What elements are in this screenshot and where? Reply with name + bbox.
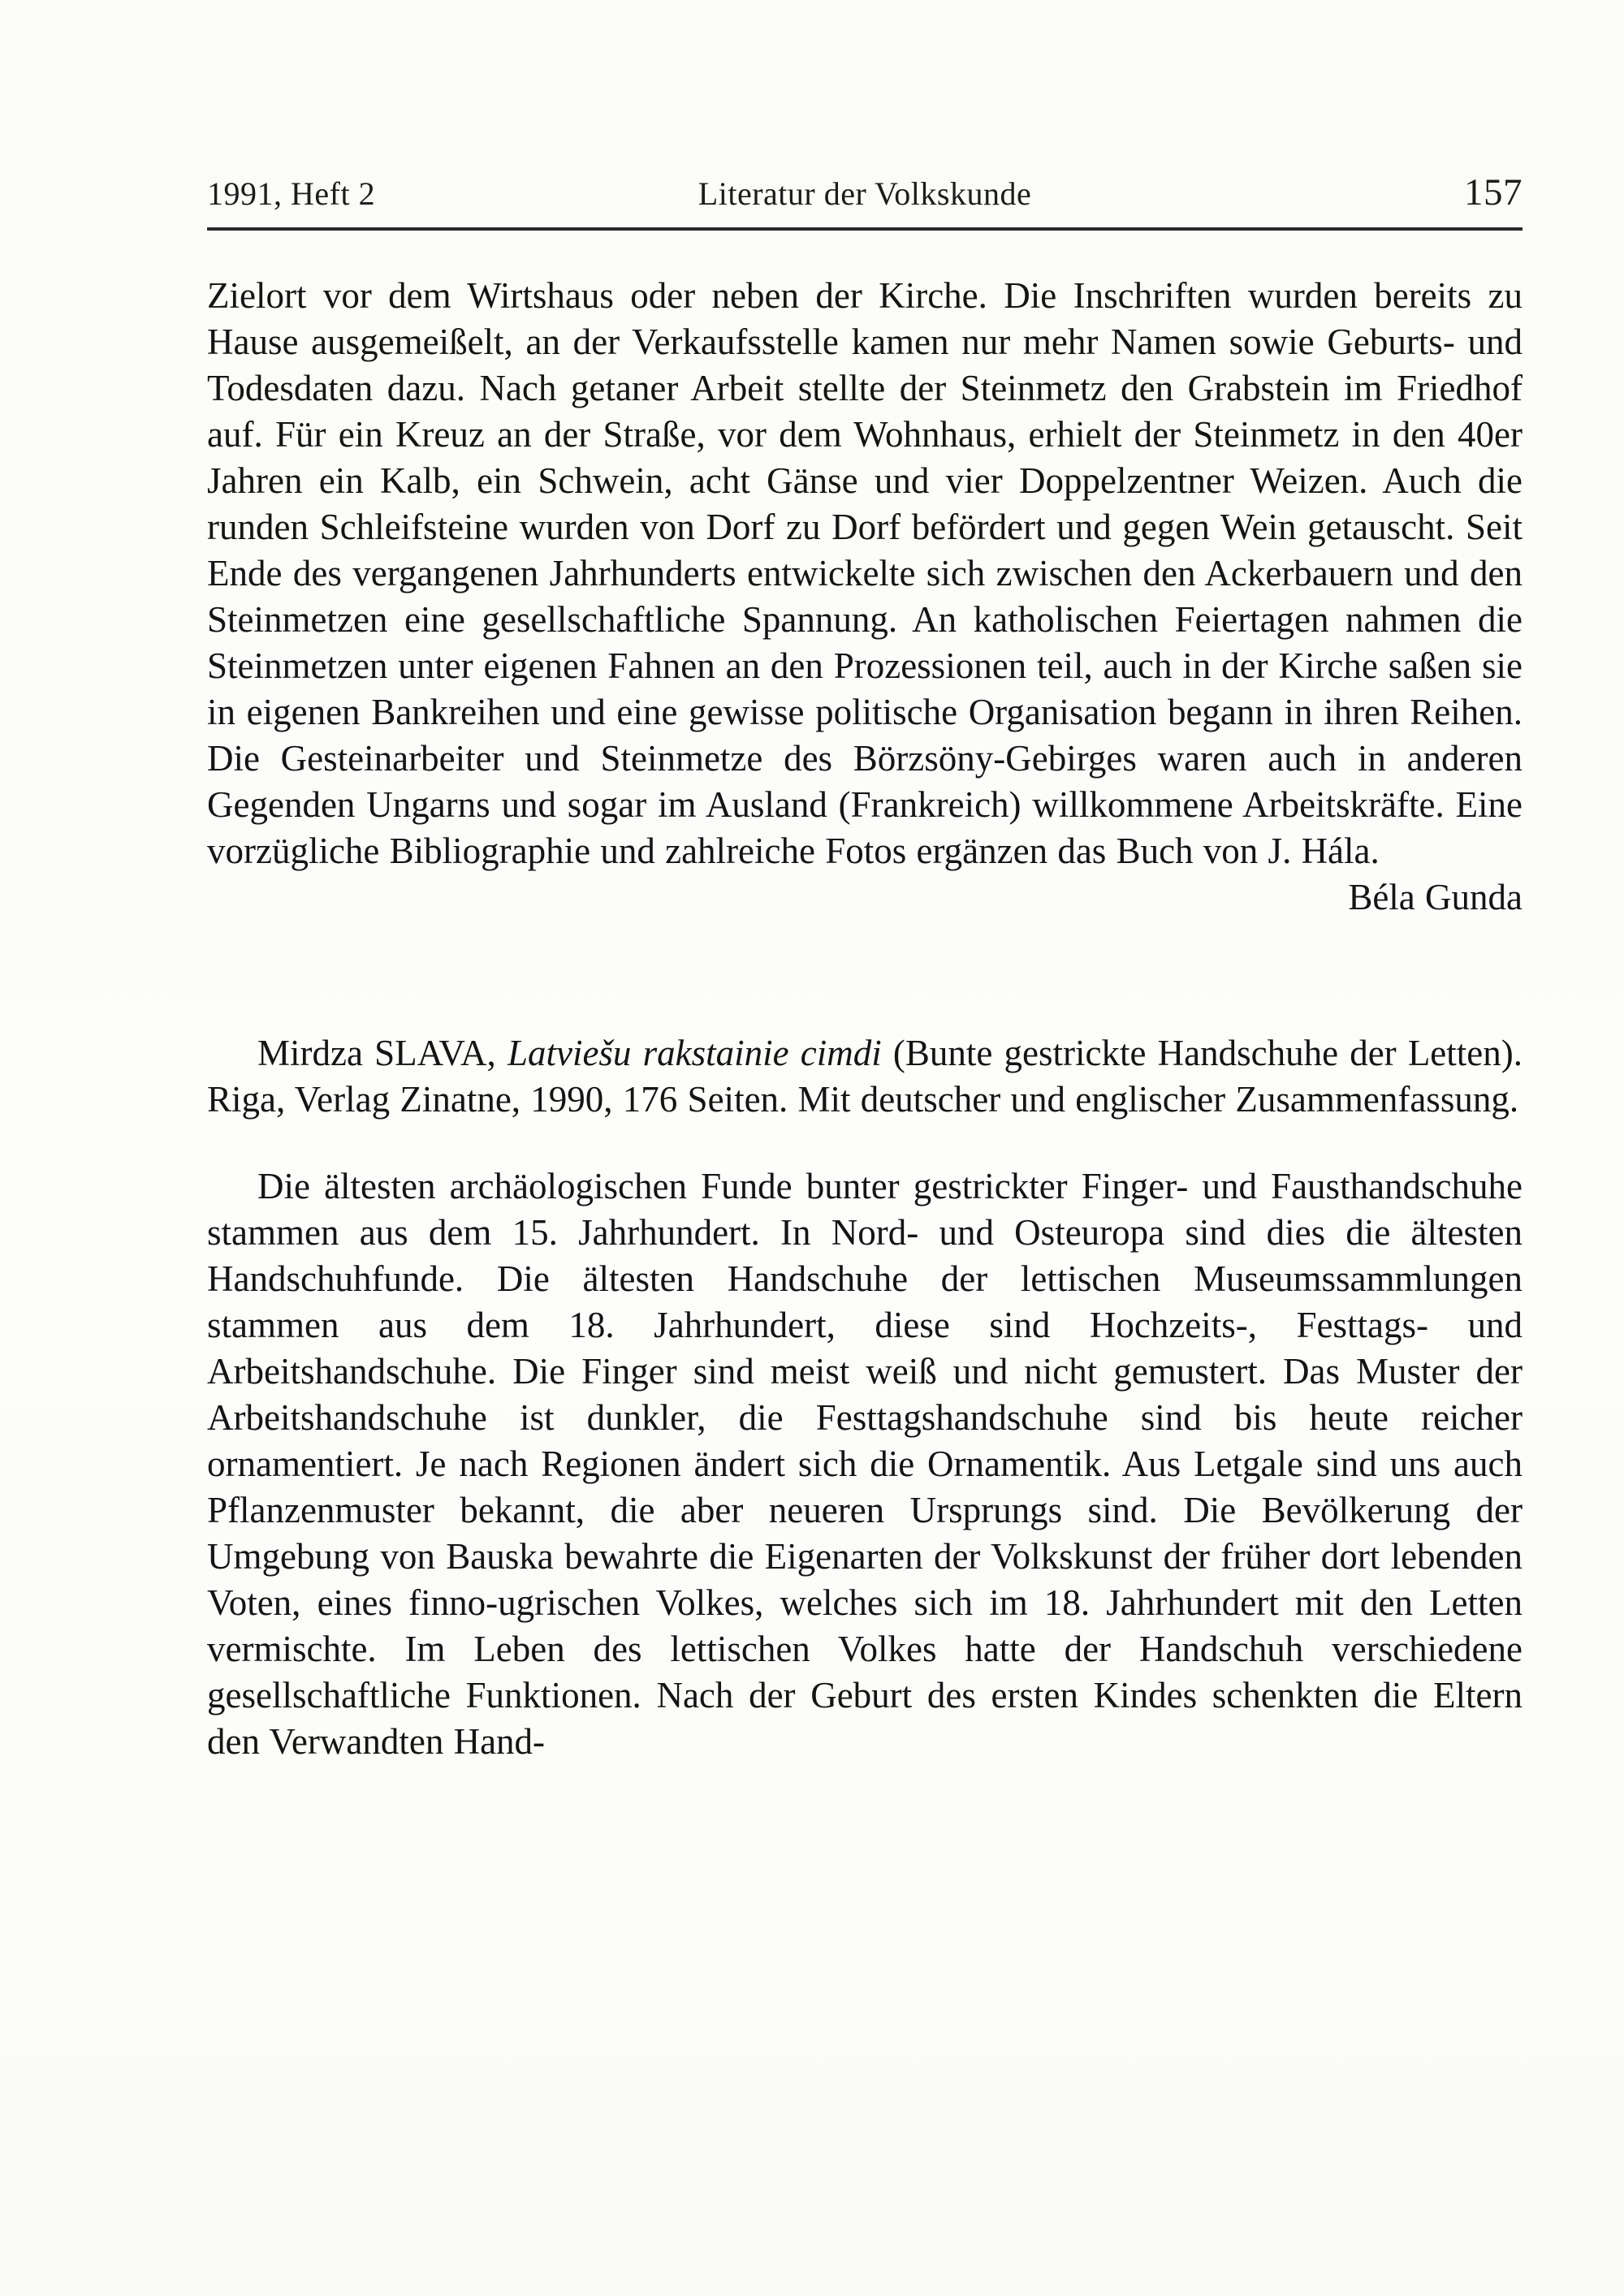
text-segment: (Bunte gestrickte Handschuhe der Letten). Riga, Verlag Zinatne, 1990, 176 Seiten. Mit deutscher und englischer Zusammenfassung. xyxy=(207,1033,1522,1120)
review-2-citation xyxy=(207,1030,1522,1123)
page-header xyxy=(207,170,1522,214)
reviewer-name: Béla Gunda xyxy=(1348,877,1522,917)
running-title: Literatur der Volkskunde xyxy=(698,175,1032,212)
review-1-paragraph xyxy=(207,273,1522,874)
book-title: Latviešu rakstainie cimdi xyxy=(507,1033,882,1073)
review-2-paragraph xyxy=(207,1163,1522,1765)
page-number: 157 xyxy=(1464,171,1522,214)
issue-label: 1991, Heft 2 xyxy=(207,175,376,212)
text-segment: Mirdza SLAVA, xyxy=(257,1033,508,1073)
text-segment: Die ältesten archäologischen Funde bunter gestrickter Finger- und Fausthandschuhe stammen aus dem 15. Jahrhundert. In Nord- und Osteuropa sind dies die ältesten Handschuhfunde. Die ältesten Handschuhe der lettischen Museumssammlungen stammen aus dem 18. Jahrhundert, diese sind Hochzeits-, Festtags- und Arbeitshandschuhe. Die Finger sind meist weiß und nicht gemustert. Das Muster der Arbeitshandschuhe ist dunkler, die Festtagshandschuhe sind bis heute reicher ornamentiert. Je nach Regionen ändert sich die Ornamentik. Aus Letgale sind uns auch Pflanzenmuster bekannt, die aber neueren Ursprungs sind. Die Bevölkerung der Umgebung von Bauska bewahrte die Eigenarten der Volkskunst der früher dort lebenden Voten, eines finno-ugrischen Volkes, welches sich im 18. Jahrhundert mit den Letten vermischte. Im Leben des lettischen Volkes hatte der Handschuh verschiedene gesellschaftliche Funktionen. Nach der Geburt des ersten Kindes schenkten die Eltern den Verwandten Hand- xyxy=(207,1166,1522,1762)
header-rule xyxy=(207,227,1522,231)
text-segment: Zielort vor dem Wirtshaus oder neben der Kirche. Die Inschriften wurden bereits zu Hause ausgemeißelt, an der Verkaufsstelle kamen nur mehr Namen sowie Geburts- und Todesdaten dazu. Nach getaner Arbeit stellte der Steinmetz den Grabstein im Friedhof auf. Für ein Kreuz an der Straße, vor dem Wohnhaus, erhielt der Steinmetz in den 40er Jahren ein Kalb, ein Schwein, acht Gänse und vier Doppelzentner Weizen. Auch die runden Schleifsteine wurden von Dorf zu Dorf befördert und gegen Wein getauscht. Seit Ende des vergangenen Jahrhunderts entwickelte sich zwischen den Ackerbauern und den Steinmetzen eine gesellschaftliche Spannung. An katholischen Feiertagen nahmen die Steinmetzen unter eigenen Fahnen an den Prozessionen teil, auch in der Kirche saßen sie in eigenen Bankreihen und eine gewisse politische Organisation begann in ihren Reihen. Die Gesteinarbeiter und Steinmetze des Börzsöny-Gebirges waren auch in anderen Gegenden Ungarns und sogar im Ausland (Frankreich) willkommene Arbeitskräfte. Eine vorzügliche Bibliographie und zahlreiche Fotos ergänzen das Buch von J. Hála. xyxy=(207,275,1522,871)
page-body xyxy=(207,273,1522,1765)
review-1-signature xyxy=(207,874,1522,921)
